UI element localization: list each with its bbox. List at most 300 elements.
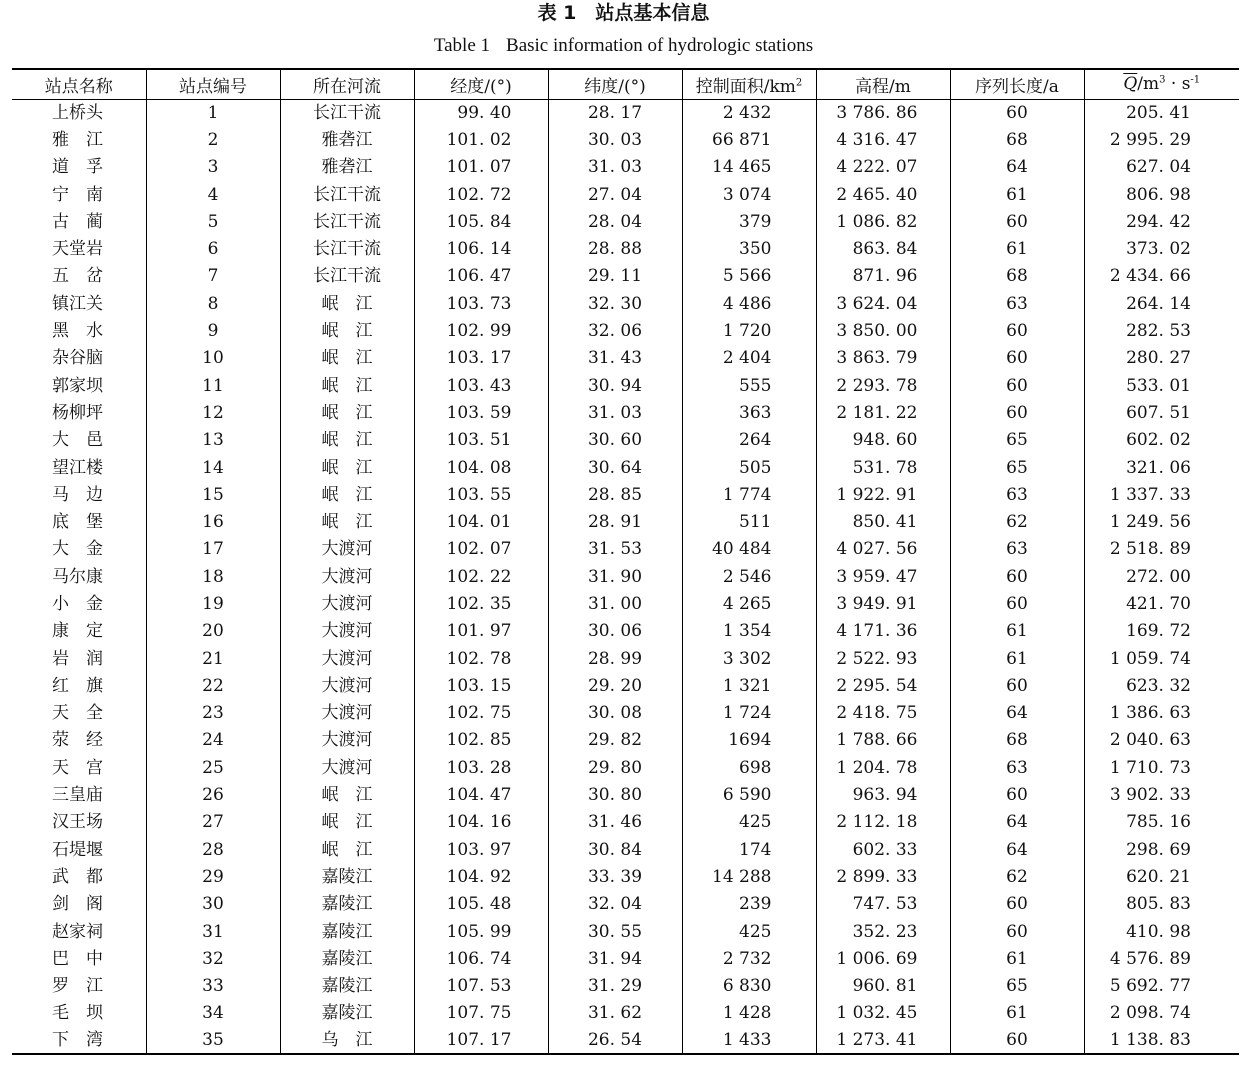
table-row xyxy=(12,427,1239,454)
table-row xyxy=(12,727,1239,754)
cell-q: 602. 02 xyxy=(1084,427,1239,454)
header-q-sup: 3 xyxy=(1159,74,1166,86)
cell-river: 大渡河 xyxy=(280,536,414,563)
cell-elev: 2 295. 54 xyxy=(816,672,950,699)
table-title-cn: 站点基本信息 xyxy=(595,2,710,24)
cell-series: 60 xyxy=(950,918,1084,945)
cell-lat: 31. 03 xyxy=(548,154,682,181)
cell-lon: 103. 73 xyxy=(414,290,548,317)
cell-lat: 29. 20 xyxy=(548,672,682,699)
cell-q: 421. 70 xyxy=(1084,590,1239,617)
cell-elev: 2 522. 93 xyxy=(816,645,950,672)
cell-name: 岩 润 xyxy=(52,648,103,669)
cell-id: 15 xyxy=(146,481,280,508)
table-row xyxy=(12,399,1239,426)
cell-q: 5 692. 77 xyxy=(1084,973,1239,1000)
cell-lon: 106. 14 xyxy=(414,235,548,262)
cell-river: 岷 江 xyxy=(280,809,414,836)
cell-elev: 4 027. 56 xyxy=(816,536,950,563)
cell-q: 1 710. 73 xyxy=(1084,754,1239,781)
cell-q: 169. 72 xyxy=(1084,618,1239,645)
cell-lon: 104. 92 xyxy=(414,863,548,890)
cell-elev: 1 204. 78 xyxy=(816,754,950,781)
cell-name: 道 孚 xyxy=(52,157,103,178)
cell-name: 杂谷脑 xyxy=(52,348,103,369)
cell-elev: 1 273. 41 xyxy=(816,1027,950,1054)
cell-id: 29 xyxy=(146,863,280,890)
cell-area: 505 xyxy=(682,454,816,481)
cell-id: 6 xyxy=(146,235,280,262)
cell-series: 60 xyxy=(950,99,1084,126)
cell-river: 嘉陵江 xyxy=(280,973,414,1000)
cell-name: 镇江关 xyxy=(52,293,103,314)
table-row xyxy=(12,863,1239,890)
cell-area: 1 321 xyxy=(682,672,816,699)
cell-lat: 31. 46 xyxy=(548,809,682,836)
cell-series: 64 xyxy=(950,154,1084,181)
table-row xyxy=(12,1000,1239,1027)
cell-river: 岷 江 xyxy=(280,481,414,508)
cell-area: 6 830 xyxy=(682,973,816,1000)
table-row xyxy=(12,345,1239,372)
cell-name: 宁 南 xyxy=(52,184,103,205)
cell-elev: 3 850. 00 xyxy=(816,317,950,344)
cell-id: 19 xyxy=(146,590,280,617)
header-q-unit: /m xyxy=(1137,74,1160,95)
cell-name: 康 定 xyxy=(52,621,103,642)
cell-lon: 105. 84 xyxy=(414,208,548,235)
cell-q: 806. 98 xyxy=(1084,181,1239,208)
cell-lat: 29. 82 xyxy=(548,727,682,754)
cell-name: 马 边 xyxy=(52,484,103,505)
cell-series: 65 xyxy=(950,973,1084,1000)
table-row xyxy=(12,700,1239,727)
table-row xyxy=(12,208,1239,235)
cell-name: 罗 江 xyxy=(52,976,103,997)
cell-series: 61 xyxy=(950,945,1084,972)
cell-id: 2 xyxy=(146,126,280,153)
cell-name: 三皇庙 xyxy=(52,785,103,806)
table-row xyxy=(12,809,1239,836)
cell-name: 石堤堰 xyxy=(52,839,103,860)
cell-river: 岷 江 xyxy=(280,454,414,481)
table-row xyxy=(12,1027,1239,1054)
cell-name: 底 堡 xyxy=(52,512,103,533)
cell-lon: 102. 85 xyxy=(414,727,548,754)
table-row xyxy=(12,372,1239,399)
cell-lat: 32. 30 xyxy=(548,290,682,317)
table-row xyxy=(12,918,1239,945)
cell-id: 1 xyxy=(146,99,280,126)
cell-name: 武 都 xyxy=(52,866,103,887)
cell-area: 174 xyxy=(682,836,816,863)
cell-id: 30 xyxy=(146,891,280,918)
cell-elev: 4 222. 07 xyxy=(816,154,950,181)
table-row xyxy=(12,672,1239,699)
cell-lon: 102. 72 xyxy=(414,181,548,208)
cell-id: 35 xyxy=(146,1027,280,1054)
cell-q: 2 518. 89 xyxy=(1084,536,1239,563)
header-q-mid: · s xyxy=(1165,74,1191,95)
cell-id: 13 xyxy=(146,427,280,454)
cell-name: 五 岔 xyxy=(52,266,103,287)
cell-q: 1 138. 83 xyxy=(1084,1027,1239,1054)
table-row xyxy=(12,836,1239,863)
cell-elev: 2 181. 22 xyxy=(816,399,950,426)
cell-series: 68 xyxy=(950,126,1084,153)
cell-name: 杨柳坪 xyxy=(52,402,103,423)
cell-q: 2 040. 63 xyxy=(1084,727,1239,754)
header-area-text: 控制面积/km xyxy=(695,76,796,97)
cell-river: 岷 江 xyxy=(280,345,414,372)
cell-name: 汉王场 xyxy=(52,812,103,833)
table-row xyxy=(12,290,1239,317)
cell-lon: 102. 22 xyxy=(414,563,548,590)
cell-name: 黑 水 xyxy=(52,321,103,342)
cell-q: 1 059. 74 xyxy=(1084,645,1239,672)
cell-lat: 31. 29 xyxy=(548,973,682,1000)
table-caption-en xyxy=(0,35,1247,57)
cell-river: 岷 江 xyxy=(280,399,414,426)
cell-area: 1 774 xyxy=(682,481,816,508)
header-series: 序列长度/a xyxy=(950,69,1084,99)
cell-area: 4 486 xyxy=(682,290,816,317)
cell-q: 410. 98 xyxy=(1084,918,1239,945)
cell-river: 岷 江 xyxy=(280,427,414,454)
cell-series: 63 xyxy=(950,290,1084,317)
table-row xyxy=(12,563,1239,590)
cell-series: 60 xyxy=(950,208,1084,235)
cell-id: 7 xyxy=(146,263,280,290)
cell-elev: 2 112. 18 xyxy=(816,809,950,836)
cell-name: 雅 江 xyxy=(52,129,103,150)
cell-river: 岷 江 xyxy=(280,781,414,808)
cell-id: 17 xyxy=(146,536,280,563)
cell-lon: 102. 07 xyxy=(414,536,548,563)
cell-area: 239 xyxy=(682,891,816,918)
cell-series: 63 xyxy=(950,536,1084,563)
cell-area: 698 xyxy=(682,754,816,781)
cell-lon: 103. 97 xyxy=(414,836,548,863)
table-row xyxy=(12,154,1239,181)
cell-series: 61 xyxy=(950,1000,1084,1027)
cell-series: 64 xyxy=(950,836,1084,863)
cell-river: 大渡河 xyxy=(280,645,414,672)
cell-series: 64 xyxy=(950,809,1084,836)
cell-id: 33 xyxy=(146,973,280,1000)
cell-id: 14 xyxy=(146,454,280,481)
cell-elev: 352. 23 xyxy=(816,918,950,945)
cell-q: 264. 14 xyxy=(1084,290,1239,317)
cell-lon: 104. 16 xyxy=(414,809,548,836)
cell-id: 10 xyxy=(146,345,280,372)
cell-lat: 31. 53 xyxy=(548,536,682,563)
cell-lon: 103. 15 xyxy=(414,672,548,699)
cell-name: 马尔康 xyxy=(52,566,103,587)
cell-q: 373. 02 xyxy=(1084,235,1239,262)
cell-area: 4 265 xyxy=(682,590,816,617)
cell-river: 嘉陵江 xyxy=(280,918,414,945)
header-q-sup2: -1 xyxy=(1190,74,1201,86)
cell-river: 长江干流 xyxy=(280,181,414,208)
cell-id: 21 xyxy=(146,645,280,672)
cell-name: 剑 阁 xyxy=(52,894,103,915)
cell-lon: 102. 35 xyxy=(414,590,548,617)
table-row xyxy=(12,99,1239,126)
cell-elev: 3 949. 91 xyxy=(816,590,950,617)
cell-river: 嘉陵江 xyxy=(280,1000,414,1027)
cell-name: 郭家坝 xyxy=(52,375,103,396)
cell-river: 嘉陵江 xyxy=(280,945,414,972)
cell-lat: 29. 11 xyxy=(548,263,682,290)
table-row xyxy=(12,645,1239,672)
cell-series: 65 xyxy=(950,454,1084,481)
cell-name: 下 湾 xyxy=(12,1027,146,1054)
cell-lat: 31. 00 xyxy=(548,590,682,617)
cell-lat: 30. 06 xyxy=(548,618,682,645)
cell-series: 68 xyxy=(950,727,1084,754)
cell-lat: 29. 80 xyxy=(548,754,682,781)
cell-elev: 1 032. 45 xyxy=(816,1000,950,1027)
cell-area: 511 xyxy=(682,508,816,535)
cell-elev: 2 899. 33 xyxy=(816,863,950,890)
cell-area: 2 732 xyxy=(682,945,816,972)
cell-series: 61 xyxy=(950,618,1084,645)
cell-q: 1 386. 63 xyxy=(1084,700,1239,727)
cell-elev: 948. 60 xyxy=(816,427,950,454)
cell-area: 1694 xyxy=(682,727,816,754)
cell-elev: 3 786. 86 xyxy=(816,99,950,126)
cell-lon: 104. 01 xyxy=(414,508,548,535)
cell-elev: 960. 81 xyxy=(816,973,950,1000)
cell-lon: 104. 47 xyxy=(414,781,548,808)
cell-lat: 30. 08 xyxy=(548,700,682,727)
cell-q: 1 337. 33 xyxy=(1084,481,1239,508)
header-id: 站点编号 xyxy=(146,69,280,99)
cell-area: 1 354 xyxy=(682,618,816,645)
cell-area: 2 546 xyxy=(682,563,816,590)
cell-id: 32 xyxy=(146,945,280,972)
table-row xyxy=(12,317,1239,344)
cell-river: 长江干流 xyxy=(280,208,414,235)
table-row xyxy=(12,181,1239,208)
cell-id: 3 xyxy=(146,154,280,181)
cell-area: 425 xyxy=(682,809,816,836)
cell-river: 岷 江 xyxy=(280,508,414,535)
cell-series: 60 xyxy=(950,563,1084,590)
cell-q: 785. 16 xyxy=(1084,809,1239,836)
cell-lat: 30. 03 xyxy=(548,126,682,153)
table-row xyxy=(12,263,1239,290)
cell-area: 14 288 xyxy=(682,863,816,890)
header-area xyxy=(682,69,816,99)
cell-lat: 32. 04 xyxy=(548,891,682,918)
cell-river: 雅砻江 xyxy=(280,154,414,181)
cell-area: 3 302 xyxy=(682,645,816,672)
header-name: 站点名称 xyxy=(12,69,146,99)
cell-elev: 963. 94 xyxy=(816,781,950,808)
cell-area: 66 871 xyxy=(682,126,816,153)
cell-lon: 103. 17 xyxy=(414,345,548,372)
cell-lon: 103. 59 xyxy=(414,399,548,426)
table-row xyxy=(12,891,1239,918)
cell-river: 长江干流 xyxy=(280,235,414,262)
cell-area: 425 xyxy=(682,918,816,945)
cell-name: 小 金 xyxy=(52,593,103,614)
cell-name: 大 邑 xyxy=(52,430,103,451)
cell-name: 红 旗 xyxy=(52,675,103,696)
cell-area: 363 xyxy=(682,399,816,426)
cell-q: 321. 06 xyxy=(1084,454,1239,481)
header-q xyxy=(1084,69,1239,99)
cell-elev: 1 922. 91 xyxy=(816,481,950,508)
cell-area: 6 590 xyxy=(682,781,816,808)
cell-id: 12 xyxy=(146,399,280,426)
cell-lat: 31. 94 xyxy=(548,945,682,972)
cell-id: 22 xyxy=(146,672,280,699)
cell-name: 上桥头 xyxy=(52,102,103,123)
cell-lat: 26. 54 xyxy=(548,1027,682,1054)
cell-lat: 28. 04 xyxy=(548,208,682,235)
cell-series: 68 xyxy=(950,263,1084,290)
cell-river: 长江干流 xyxy=(280,99,414,126)
cell-area: 1 724 xyxy=(682,700,816,727)
cell-q: 2 434. 66 xyxy=(1084,263,1239,290)
table-title-en: Basic information of hydrologic stations xyxy=(506,35,814,56)
cell-lon: 107. 53 xyxy=(414,973,548,1000)
cell-elev: 4 171. 36 xyxy=(816,618,950,645)
cell-lon: 102. 78 xyxy=(414,645,548,672)
cell-area: 2 404 xyxy=(682,345,816,372)
header-river: 所在河流 xyxy=(280,69,414,99)
cell-elev: 2 465. 40 xyxy=(816,181,950,208)
cell-area: 1 433 xyxy=(682,1027,816,1054)
table-caption-cn xyxy=(0,2,1247,24)
cell-id: 4 xyxy=(146,181,280,208)
cell-series: 60 xyxy=(950,590,1084,617)
cell-series: 60 xyxy=(950,1027,1084,1054)
cell-river: 大渡河 xyxy=(280,563,414,590)
cell-area: 1 720 xyxy=(682,317,816,344)
cell-lon: 103. 51 xyxy=(414,427,548,454)
cell-id: 11 xyxy=(146,372,280,399)
cell-river: 嘉陵江 xyxy=(280,863,414,890)
cell-river: 大渡河 xyxy=(280,590,414,617)
cell-q: 205. 41 xyxy=(1084,99,1239,126)
cell-series: 61 xyxy=(950,645,1084,672)
cell-q: 2 098. 74 xyxy=(1084,1000,1239,1027)
cell-lon: 103. 43 xyxy=(414,372,548,399)
cell-lon: 105. 99 xyxy=(414,918,548,945)
cell-lat: 30. 55 xyxy=(548,918,682,945)
cell-lat: 28. 88 xyxy=(548,235,682,262)
cell-river: 乌 江 xyxy=(280,1027,414,1054)
cell-series: 60 xyxy=(950,891,1084,918)
cell-q: 298. 69 xyxy=(1084,836,1239,863)
cell-q: 623. 32 xyxy=(1084,672,1239,699)
table-row xyxy=(12,754,1239,781)
cell-river: 长江干流 xyxy=(280,263,414,290)
cell-river: 大渡河 xyxy=(280,618,414,645)
cell-series: 64 xyxy=(950,700,1084,727)
cell-lat: 32. 06 xyxy=(548,317,682,344)
cell-id: 8 xyxy=(146,290,280,317)
cell-name: 荥 经 xyxy=(52,730,103,751)
cell-elev: 602. 33 xyxy=(816,836,950,863)
header-area-sup: 2 xyxy=(795,77,803,89)
cell-id: 23 xyxy=(146,700,280,727)
table-row xyxy=(12,126,1239,153)
cell-name: 天 宫 xyxy=(52,757,103,778)
cell-elev: 3 959. 47 xyxy=(816,563,950,590)
table-row xyxy=(12,618,1239,645)
cell-id: 27 xyxy=(146,809,280,836)
cell-area: 3 074 xyxy=(682,181,816,208)
table-row xyxy=(12,945,1239,972)
cell-elev: 2 418. 75 xyxy=(816,700,950,727)
cell-lat: 28. 85 xyxy=(548,481,682,508)
cell-elev: 3 624. 04 xyxy=(816,290,950,317)
cell-area: 2 432 xyxy=(682,99,816,126)
table-row xyxy=(12,235,1239,262)
cell-lat: 27. 04 xyxy=(548,181,682,208)
cell-lon: 103. 55 xyxy=(414,481,548,508)
cell-name: 大 金 xyxy=(52,539,103,560)
cell-lat: 30. 60 xyxy=(548,427,682,454)
cell-lon: 99. 40 xyxy=(414,99,548,126)
cell-q: 805. 83 xyxy=(1084,891,1239,918)
cell-river: 岷 江 xyxy=(280,836,414,863)
cell-lat: 28. 17 xyxy=(548,99,682,126)
cell-series: 62 xyxy=(950,863,1084,890)
cell-elev: 2 293. 78 xyxy=(816,372,950,399)
cell-id: 34 xyxy=(146,1000,280,1027)
cell-lat: 31. 43 xyxy=(548,345,682,372)
table-body xyxy=(12,99,1239,1054)
cell-name: 巴 中 xyxy=(52,948,103,969)
cell-elev: 871. 96 xyxy=(816,263,950,290)
cell-series: 60 xyxy=(950,345,1084,372)
cell-name: 毛 坝 xyxy=(52,1003,103,1024)
cell-series: 63 xyxy=(950,754,1084,781)
cell-series: 62 xyxy=(950,508,1084,535)
cell-river: 岷 江 xyxy=(280,372,414,399)
cell-area: 379 xyxy=(682,208,816,235)
cell-lon: 107. 17 xyxy=(414,1027,548,1054)
table-row xyxy=(12,536,1239,563)
cell-series: 61 xyxy=(950,235,1084,262)
cell-area: 1 428 xyxy=(682,1000,816,1027)
table-row xyxy=(12,590,1239,617)
cell-lon: 102. 75 xyxy=(414,700,548,727)
cell-name: 天 全 xyxy=(52,703,103,724)
cell-q: 2 995. 29 xyxy=(1084,126,1239,153)
cell-lon: 101. 97 xyxy=(414,618,548,645)
stations-table xyxy=(12,68,1239,1055)
cell-elev: 1 006. 69 xyxy=(816,945,950,972)
cell-id: 16 xyxy=(146,508,280,535)
cell-series: 60 xyxy=(950,399,1084,426)
header-elev: 高程/m xyxy=(816,69,950,99)
cell-name: 天堂岩 xyxy=(52,239,103,260)
cell-lon: 101. 07 xyxy=(414,154,548,181)
cell-river: 大渡河 xyxy=(280,727,414,754)
cell-id: 24 xyxy=(146,727,280,754)
cell-series: 60 xyxy=(950,781,1084,808)
cell-id: 26 xyxy=(146,781,280,808)
cell-q: 627. 04 xyxy=(1084,154,1239,181)
cell-q: 533. 01 xyxy=(1084,372,1239,399)
